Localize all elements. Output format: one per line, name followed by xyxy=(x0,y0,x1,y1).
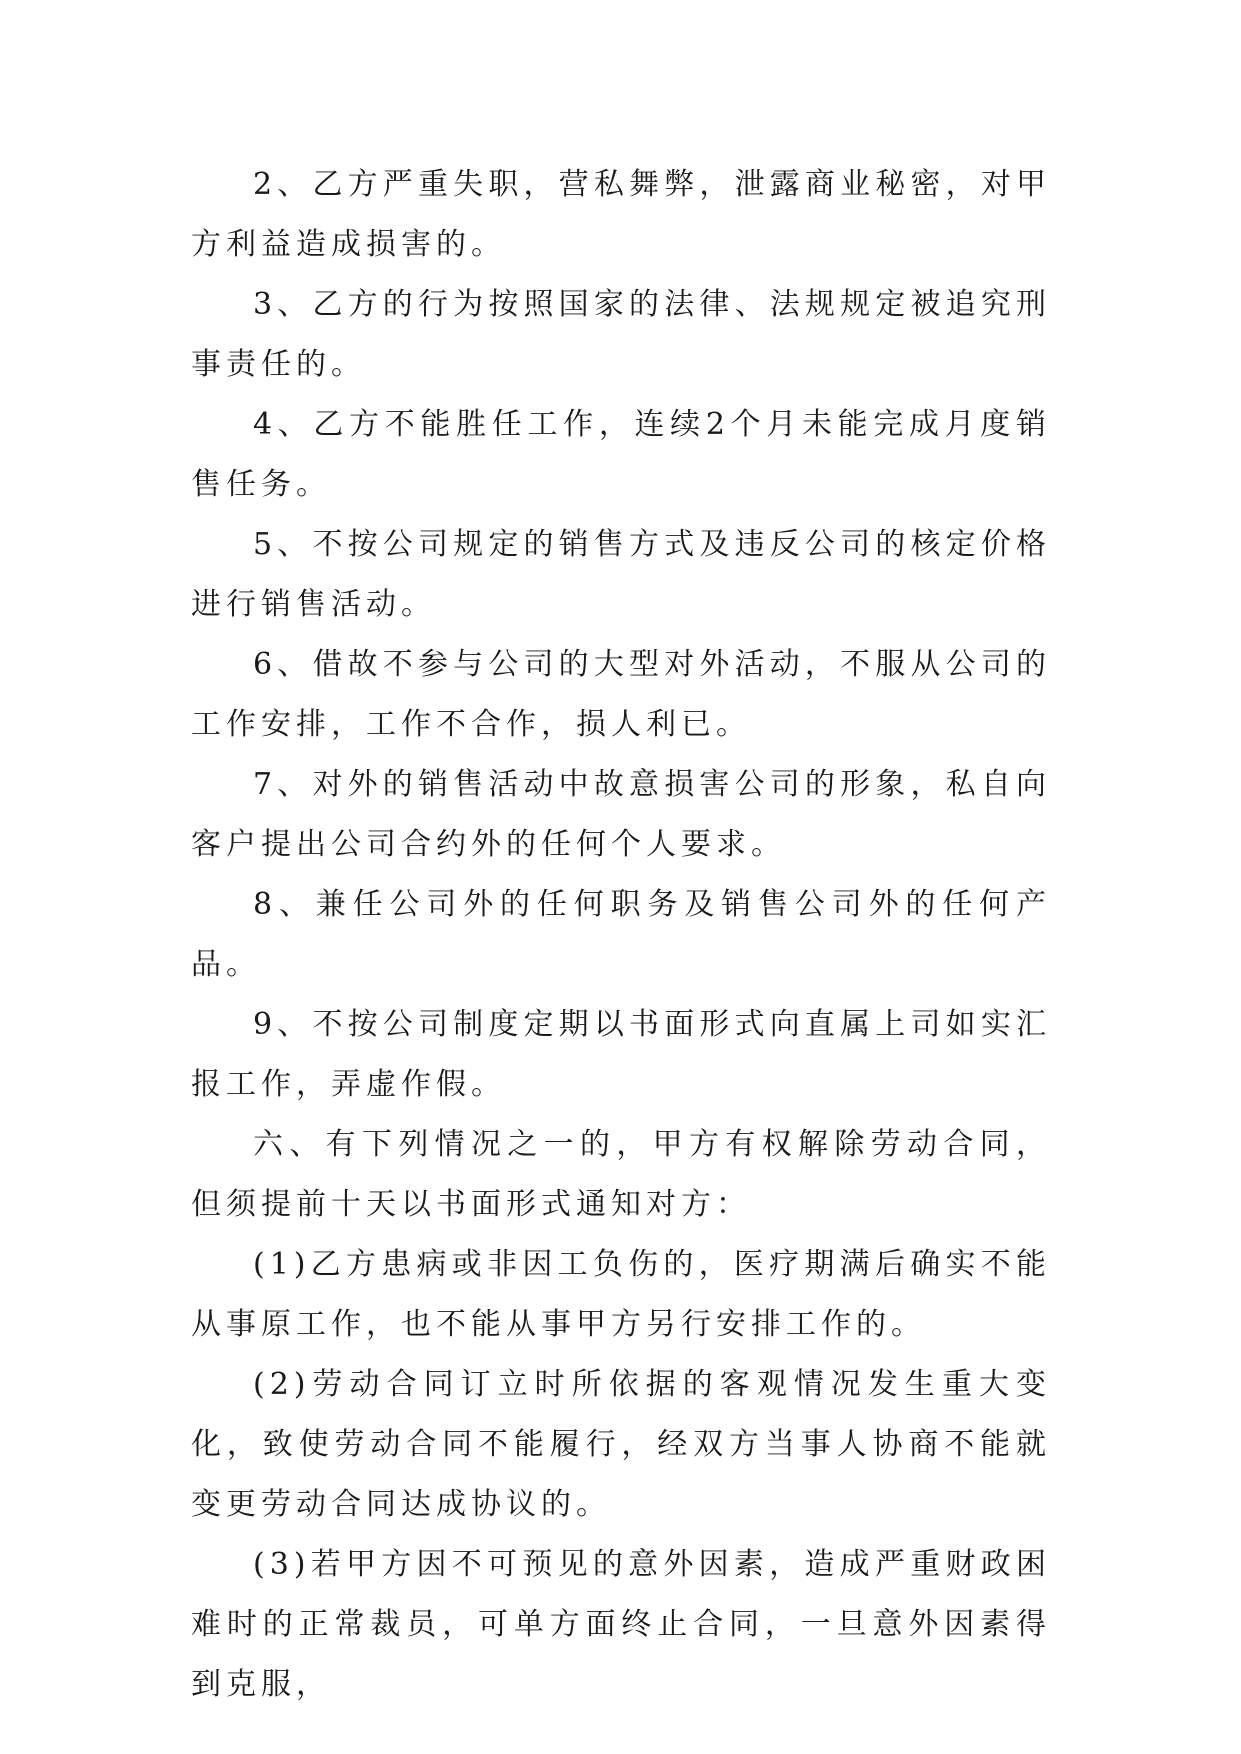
clause-9: 9、不按公司制度定期以书面形式向直属上司如实汇报工作，弄虚作假。 xyxy=(191,1007,1051,1102)
section-six-item-2: (2)劳动合同订立时所依据的客观情况发生重大变化，致使劳动合同不能履行，经双方当事人协商不能就变更劳动合同达成协议的。 xyxy=(191,1367,1051,1522)
clause-2: 2、乙方严重失职，营私舞弊，泄露商业秘密，对甲方利益造成损害的。 xyxy=(191,167,1051,262)
clause-8: 8、兼任公司外的任何职务及销售公司外的任何产品。 xyxy=(191,887,1051,982)
clause-5: 5、不按公司规定的销售方式及违反公司的核定价格进行销售活动。 xyxy=(191,527,1051,622)
clause-7: 7、对外的销售活动中故意损害公司的形象，私自向客户提出公司合约外的任何个人要求。 xyxy=(191,767,1051,862)
clause-4: 4、乙方不能胜任工作，连续2个月未能完成月度销售任务。 xyxy=(191,407,1051,502)
clause-3: 3、乙方的行为按照国家的法律、法规规定被追究刑事责任的。 xyxy=(191,287,1051,382)
clause-6: 6、借故不参与公司的大型对外活动，不服从公司的工作安排，工作不合作，损人利已。 xyxy=(191,647,1051,742)
section-six-heading: 六、有下列情况之一的，甲方有权解除劳动合同，但须提前十天以书面形式通知对方： xyxy=(191,1127,1051,1222)
section-six-item-3: (3)若甲方因不可预见的意外因素，造成严重财政困难时的正常裁员，可单方面终止合同，一旦意外因素得到克服， xyxy=(191,1547,1051,1702)
document-body xyxy=(191,155,1051,1715)
section-six-item-1: (1)乙方患病或非因工负伤的，医疗期满后确实不能从事原工作，也不能从事甲方另行安排工作的。 xyxy=(191,1247,1051,1342)
